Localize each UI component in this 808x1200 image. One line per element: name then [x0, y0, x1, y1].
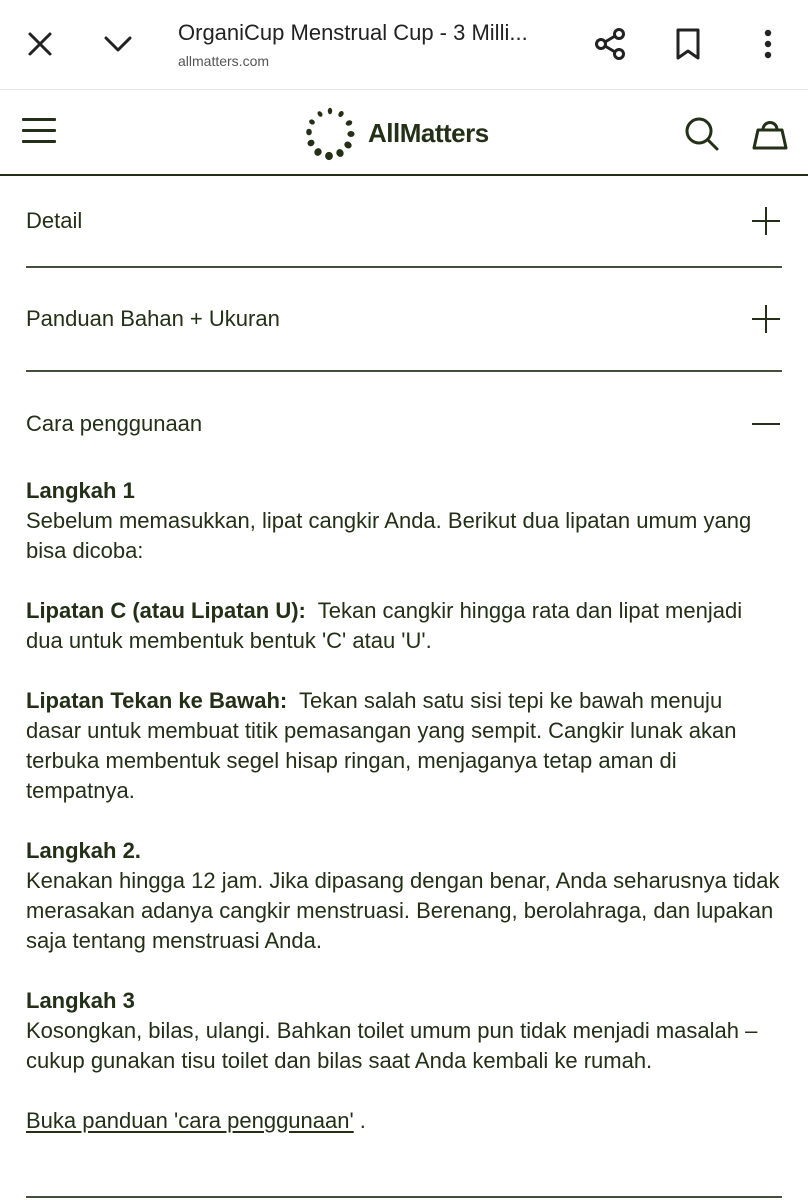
accordion-label: Panduan Bahan + Ukuran	[26, 306, 280, 331]
browser-toolbar	[0, 0, 808, 90]
guide-suffix: .	[353, 1108, 366, 1133]
chevron-down-icon[interactable]	[98, 22, 138, 66]
page-title: OrganiCup Menstrual Cup - 3 Milli...	[178, 20, 528, 45]
accordion-item-material-size[interactable]	[26, 268, 782, 370]
menu-icon[interactable]	[22, 118, 56, 148]
step-2	[26, 836, 782, 956]
fold-c	[26, 596, 782, 656]
plus-icon[interactable]	[752, 305, 780, 333]
page-url: allmatters.com	[178, 53, 270, 69]
step-2-text: Kenakan hingga 12 jam. Jika dipasang dengan benar, Anda seharusnya tidak merasakan adanya cangkir menstruasi. Berenang, berolahraga, dan lupakan saja tentang menstruasi Anda.	[26, 868, 780, 953]
step-1-title: Langkah 1	[26, 478, 135, 503]
how-to-use-content	[26, 476, 782, 1136]
divider	[26, 1196, 782, 1198]
accordion-item-how-to-use[interactable]	[26, 372, 782, 476]
accordion-item-detail[interactable]	[26, 176, 782, 266]
guide-link-row	[26, 1106, 782, 1136]
step-3-text: Kosongkan, bilas, ulangi. Bahkan toilet umum pun tidak menjadi masalah – cukup gunakan tisu toilet dan bilas saat Anda kembali ke rumah.	[26, 1018, 758, 1073]
site-logo[interactable]	[302, 104, 489, 162]
logo-text: AllMatters	[368, 117, 489, 148]
accordion-label: Detail	[26, 208, 83, 233]
guide-link[interactable]: Buka panduan 'cara penggunaan'	[26, 1108, 354, 1133]
page-title-area[interactable]	[178, 18, 558, 72]
step-3-title: Langkah 3	[26, 988, 135, 1013]
share-icon[interactable]	[590, 22, 630, 66]
more-vert-icon[interactable]	[748, 22, 788, 66]
step-1-text: Sebelum memasukkan, lipat cangkir Anda. Berikut dua lipatan umum yang bisa dicoba:	[26, 508, 752, 563]
product-accordion	[26, 176, 782, 1166]
fold-push-title: Lipatan Tekan ke Bawah:	[26, 688, 288, 713]
close-icon[interactable]	[20, 22, 60, 66]
accordion-label: Cara penggunaan	[26, 411, 203, 436]
fold-push-text: Tekan salah satu sisi tepi ke bawah menuju dasar untuk membuat titik pemasangan yang sempit. Cangkir lunak akan terbuka membentuk segel hisap ringan, menjaganya tetap aman di tempatnya.	[26, 688, 737, 803]
step-2-title: Langkah 2.	[26, 838, 141, 863]
fold-c-title: Lipatan C (atau Lipatan U):	[26, 598, 306, 623]
plus-icon[interactable]	[752, 207, 780, 235]
step-3	[26, 986, 782, 1076]
site-header	[0, 90, 808, 176]
bookmark-icon[interactable]	[668, 22, 708, 66]
minus-icon[interactable]	[752, 410, 780, 438]
step-1	[26, 476, 782, 566]
fold-push-down	[26, 686, 782, 806]
bag-icon[interactable]	[748, 112, 792, 156]
fold-c-text: Tekan cangkir hingga rata dan lipat menjadi dua untuk membentuk bentuk 'C' atau 'U'.	[26, 598, 743, 653]
logo-mark-icon	[302, 104, 358, 162]
search-icon[interactable]	[680, 112, 724, 156]
